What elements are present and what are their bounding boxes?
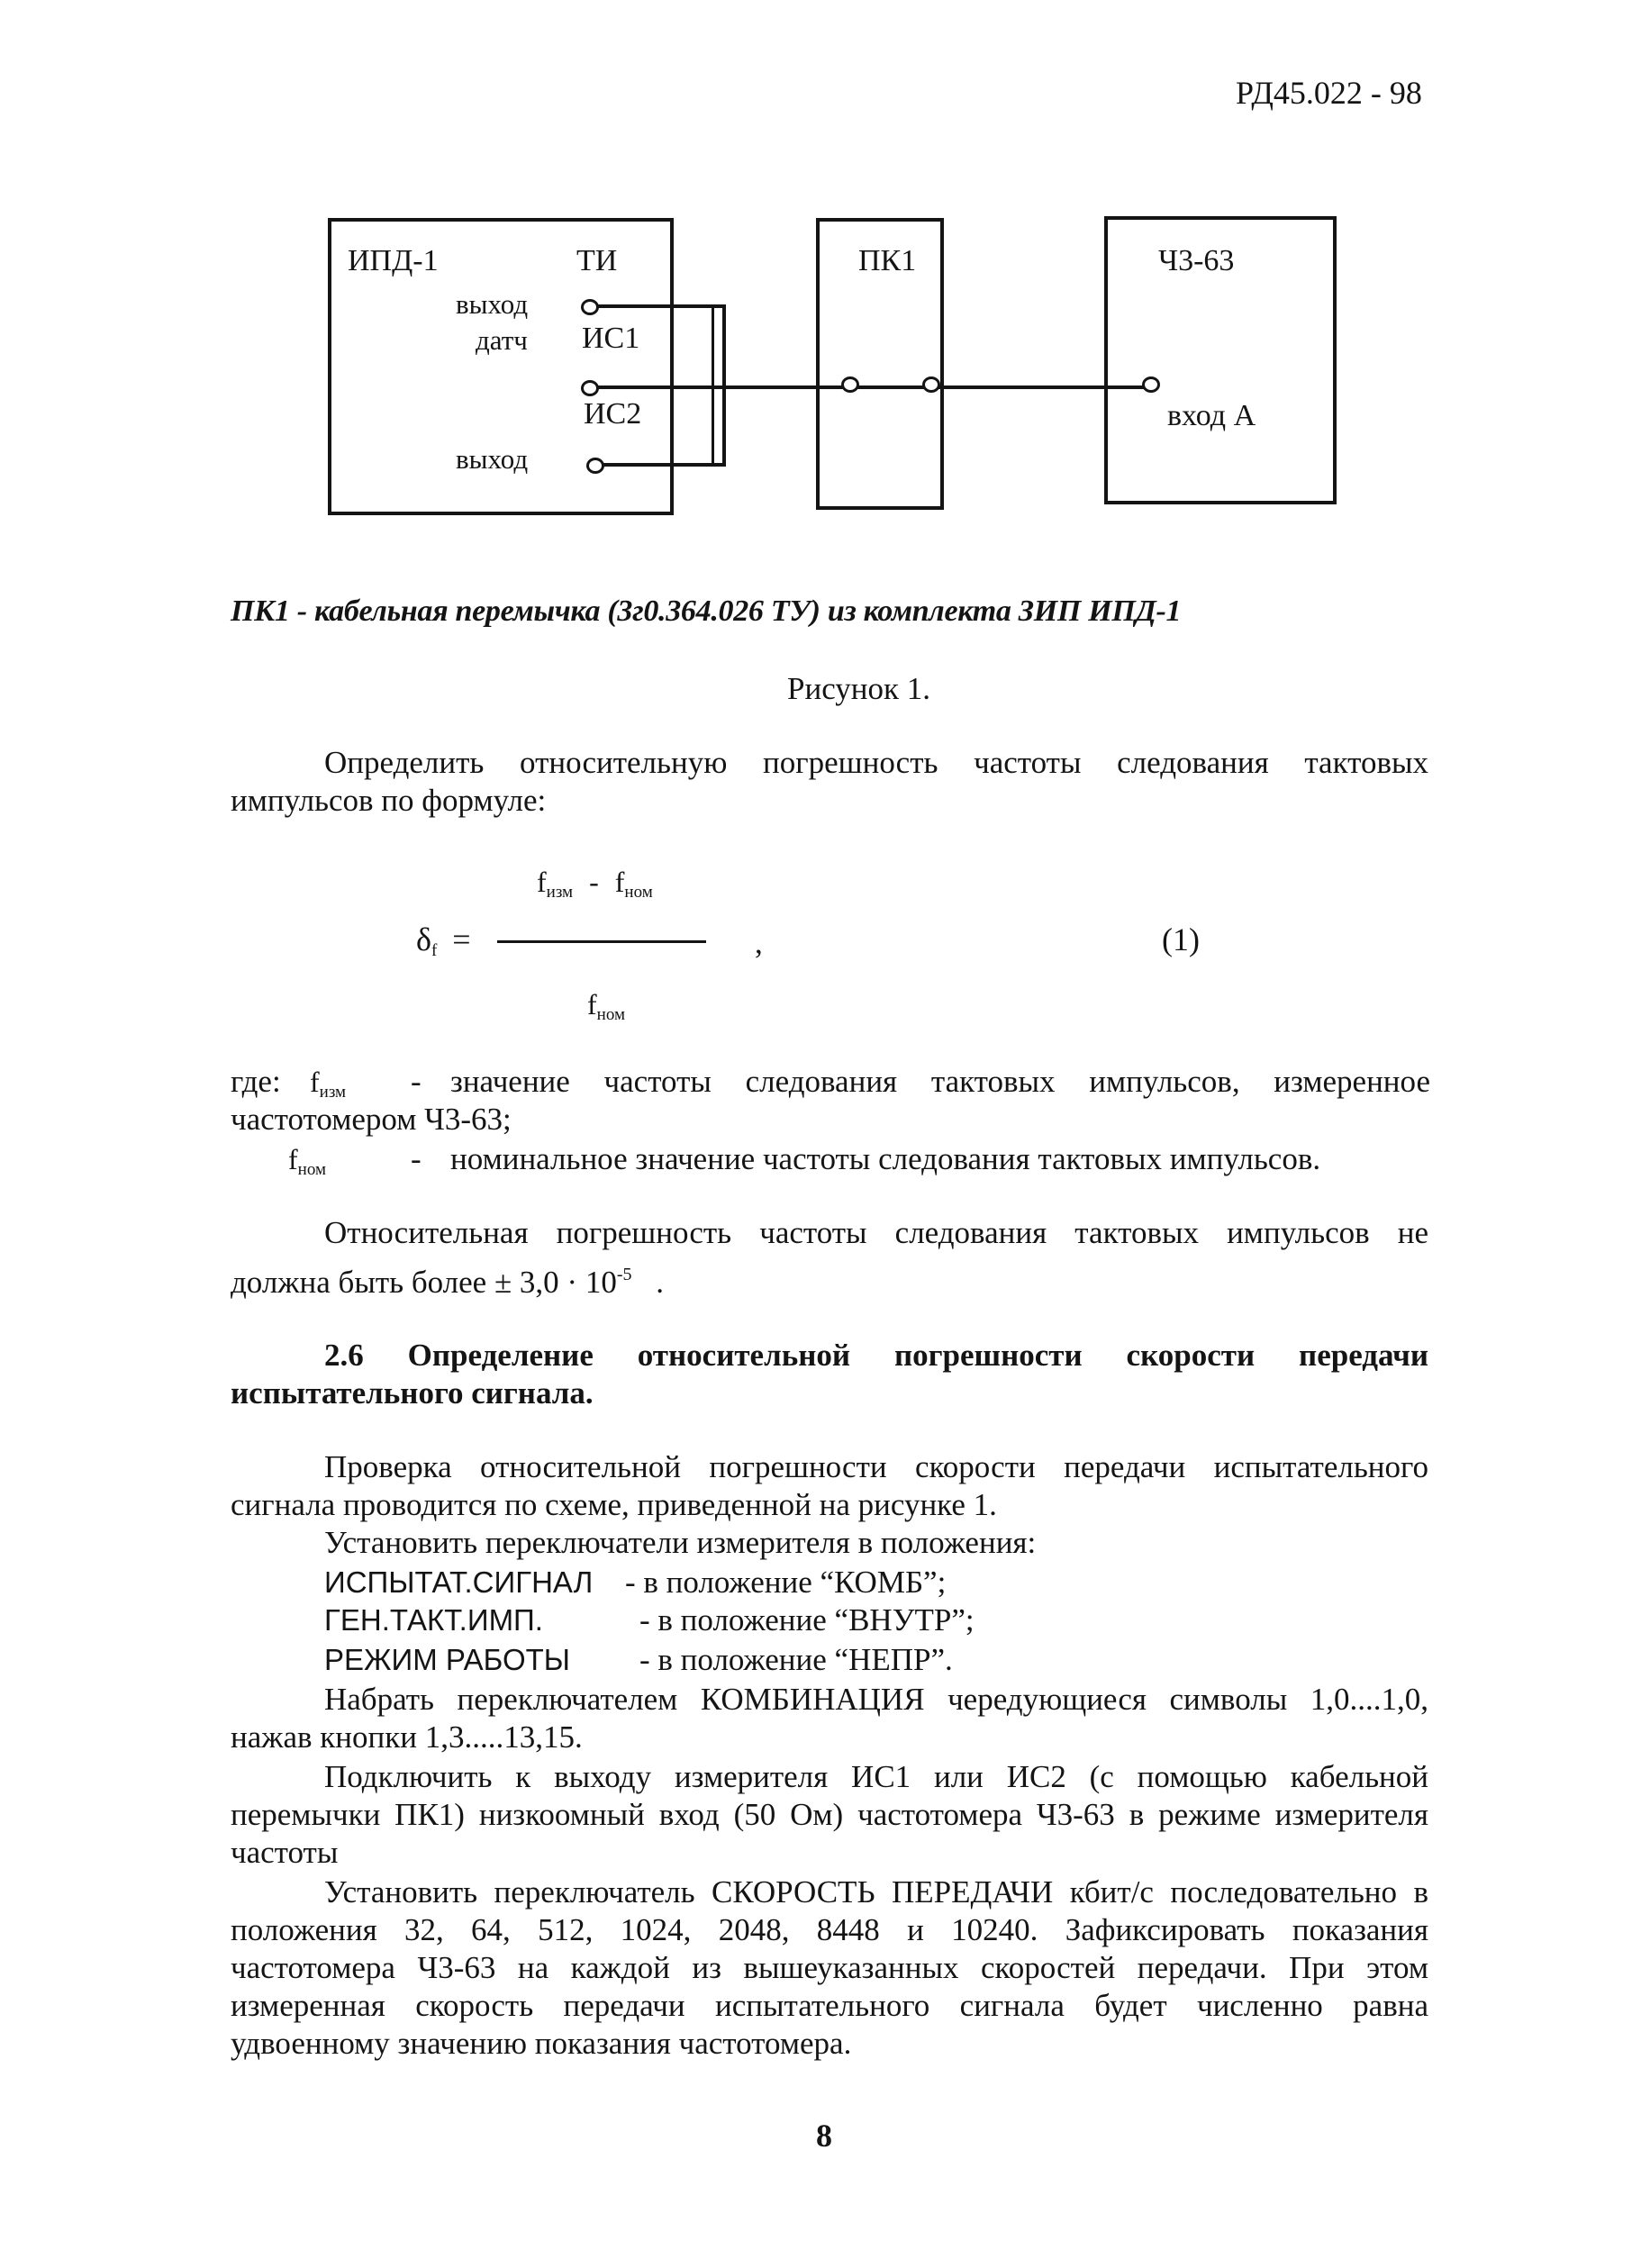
document-code: РД45.022 - 98: [1236, 75, 1422, 111]
minus-sign: -: [589, 866, 599, 898]
switch-3-position: - в положение “НЕПР”.: [639, 1642, 953, 1677]
section-2-6-title-line2: испытательного сигнала.: [231, 1375, 594, 1411]
f-symbol-4: f: [310, 1066, 320, 1098]
paragraph-5-line2: положения 32, 64, 512, 1024, 2048, 8448 и 10240. Зафиксировать показания: [231, 1912, 1428, 1947]
def1-line1: значение частоты следования тактовых импульсов, измеренное: [450, 1064, 1430, 1099]
f-symbol-2: f: [614, 866, 625, 898]
figure-caption: Рисунок 1.: [787, 671, 931, 706]
switch-2-name: ГЕН.ТАКТ.ИМП.: [324, 1603, 543, 1637]
paragraph-2: Установить переключатели измерителя в положения:: [324, 1525, 1037, 1560]
page-number: 8: [816, 2118, 832, 2154]
sub-nom-3: ном: [297, 1160, 326, 1179]
where-prefix: где:: [231, 1064, 281, 1099]
switch-1-position: - в положение “КОМБ”;: [625, 1565, 947, 1600]
is1-label: ИС1: [582, 322, 640, 355]
def1-dash: -: [411, 1064, 422, 1099]
pk1-output-terminal: [922, 376, 940, 393]
formula-number: (1): [1162, 921, 1200, 957]
paragraph-4-line3: частоты: [231, 1835, 339, 1870]
is1-terminal: [581, 380, 599, 396]
fraction-bar: [497, 940, 706, 943]
pk1-input-terminal: [841, 376, 859, 393]
ti-label: ТИ: [576, 244, 618, 277]
formula-lhs: [416, 921, 471, 970]
paragraph-1-line2: сигнала проводится по схеме, приведенной на рисунке 1.: [231, 1487, 997, 1522]
signal-wire: [587, 386, 1153, 389]
limit-exponent: -5: [616, 1265, 632, 1284]
switch-1-name: ИСПЫТАТ.СИГНАЛ: [324, 1565, 594, 1599]
frequency-meter-name: Ч3-63: [1158, 244, 1235, 277]
sub-nom: ном: [624, 883, 653, 902]
delta-sub: f: [431, 941, 438, 960]
ti-wire: [593, 304, 726, 308]
paragraph-3-line1: Набрать переключателем КОМБИНАЦИЯ чередующиеся символы 1,0....1,0,: [324, 1682, 1428, 1717]
switch-3-name: РЕЖИМ РАБОТЫ: [324, 1643, 571, 1676]
def2-symbol: [288, 1140, 326, 1189]
delta-symbol: δ: [416, 921, 431, 957]
section-2-6-title: 2.6 Определение относительной погрешности скорости передачи: [324, 1338, 1428, 1373]
sub-nom-2: ном: [596, 1005, 625, 1024]
paragraph-1-line1: Проверка относительной погрешности скорости передачи испытательного: [324, 1449, 1428, 1484]
limit-line2: [231, 1256, 664, 1302]
input-a-label: вход А: [1167, 399, 1256, 432]
limit-end: .: [656, 1265, 665, 1300]
is2-label: ИС2: [584, 397, 642, 431]
formula-comma: ,: [755, 925, 763, 960]
sub-izm: изм: [546, 883, 574, 902]
paragraph-3-line2: нажав кнопки 1,3.....13,15.: [231, 1719, 583, 1755]
limit-line1: Относительная погрешность частоты следования тактовых импульсов не: [324, 1215, 1428, 1250]
f-symbol-5: f: [288, 1143, 298, 1175]
paragraph-5-line1: Установить переключатель СКОРОСТЬ ПЕРЕДАЧИ кбит/с последовательно в: [324, 1874, 1428, 1910]
def2-dash: -: [411, 1141, 422, 1176]
is2-terminal: [586, 458, 604, 474]
paragraph-5-line3: частотомера Ч3-63 на каждой из вышеуказанных скоростей передачи. При этом: [231, 1950, 1428, 1985]
connection-diagram: [0, 0, 1650, 558]
paragraph-5-line5: удвоенному значению показания частотомера.: [231, 2026, 852, 2061]
sub-izm-2: изм: [319, 1083, 347, 1102]
f-symbol: f: [537, 866, 547, 898]
formula-denominator: [587, 985, 625, 1034]
output2-label: выход: [456, 443, 529, 475]
limit-text: должна быть более ± 3,0 · 10: [231, 1265, 617, 1300]
input-a-terminal: [1142, 376, 1160, 393]
output-label: выход: [456, 288, 529, 320]
formula-numerator: [537, 863, 653, 912]
ipd-device-name: ИПД-1: [348, 244, 439, 277]
paragraph-4-line1: Подключить к выходу измерителя ИС1 или ИС2 (с помощью кабельной: [324, 1759, 1428, 1794]
paragraph-4-line2: перемычки ПК1) низкоомный вход (50 Ом) частотомера Ч3-63 в режиме измерителя: [231, 1797, 1428, 1832]
pk1-name: ПК1: [858, 244, 917, 277]
def1-line2: частотомером Ч3-63;: [231, 1102, 512, 1137]
figure-legend: ПК1 - кабельная перемычка (3г0.364.026 ТУ) из комплекта ЗИП ИПД-1: [231, 594, 1182, 628]
is2-wire: [603, 463, 726, 467]
section1-line1: Определить относительную погрешность частоты следования тактовых: [324, 745, 1428, 780]
ti-terminal: [581, 299, 599, 315]
switch-2-position: - в положение “ВНУТР”;: [639, 1602, 975, 1637]
f-symbol-3: f: [587, 988, 597, 1021]
error-formula: [0, 838, 1650, 1036]
sensor-label: датч: [476, 324, 528, 356]
def2-text: номинальное значение частоты следования тактовых импульсов.: [450, 1141, 1321, 1176]
equals-sign: =: [452, 921, 471, 957]
section1-line2: импульсов по формуле:: [231, 783, 547, 818]
paragraph-5-line4: измеренная скорость передачи испытательного сигнала будет численно равна: [231, 1988, 1428, 2023]
